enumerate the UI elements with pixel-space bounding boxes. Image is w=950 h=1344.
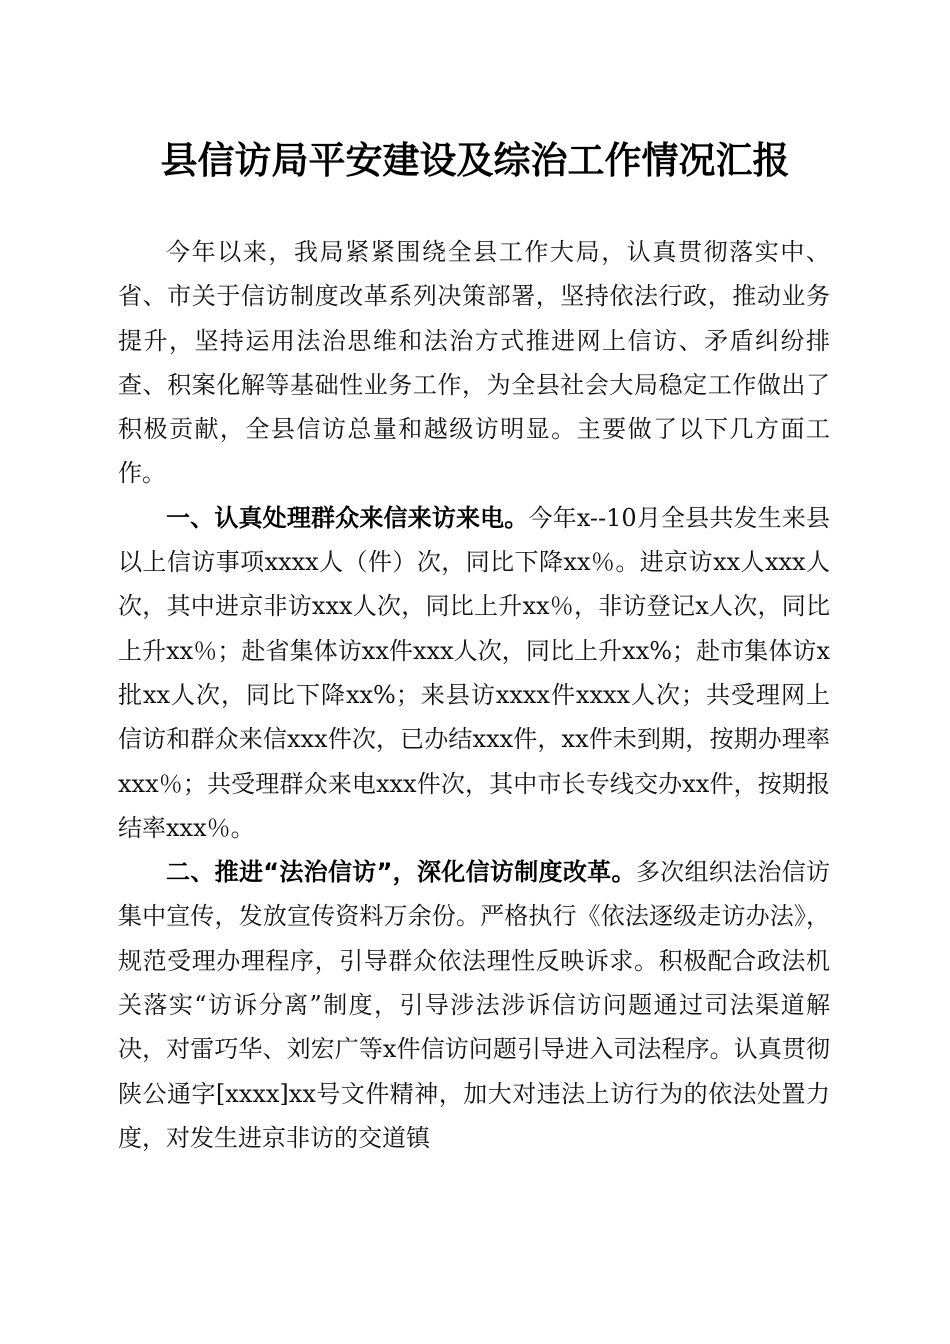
section-text-2: 多次组织法治信访集中宣传，发放宣传资料万余份。严格执行《依法逐级走访办法》，规范受理办理程序，引导群众依法理性反映诉求。积极配合政法机关落实“访诉分离”制度，引导涉法涉诉信访问题通过司法渠道解决，对雷巧华、刘宏广等x件信访问题引导进入司法程序。认真贯彻陕公通字[xxxx]xx号文件精神，加大对违法上访行为的依法处置力度，对发生进京非访的交道镇 <box>118 858 831 1152</box>
intro-paragraph: 今年以来，我局紧紧围绕全县工作大局，认真贯彻落实中、省、市关于信访制度改革系列决策部署，坚持依法行政，推动业务提升，坚持运用法治思维和法治方式推进网上信访、矛盾纠纷排查、积案化解等基础性业务工作，为全县社会大局稳定工作做出了积极贡献，全县信访总量和越级访明显。主要做了以下几方面工作。 <box>118 238 830 488</box>
section-heading-2: 二、推进“法治信访”，深化信访制度改革。 <box>166 858 636 887</box>
section-paragraph-2 <box>118 850 830 1160</box>
page-title: 县信访局平安建设及综治工作情况汇报 <box>160 138 790 182</box>
section-text-1: 今年x--10月全县共发生来县以上信访事项xxxx人（件）次，同比下降xx％。进京访xx人xxx人次，其中进京非访xxx人次，同比上升xx％，非访登记x人次，同比上升xx％；赴省集体访xx件xxx人次，同比上升xx%；赴市集体访x批xx人次，同比下降xx%；来县访xxxx件xxxx人次；共受理网上信访和群众来信xxx件次，已办结xxx件，xx件未到期，按期办理率xxx％；共受理群众来电xxx件次，其中市长专线交办xx件，按期报结率xxx％。 <box>118 503 831 842</box>
document-body <box>118 230 830 1160</box>
section-paragraph-1 <box>118 496 830 850</box>
section-heading-1: 一、认真处理群众来信来访来电。 <box>166 503 529 532</box>
